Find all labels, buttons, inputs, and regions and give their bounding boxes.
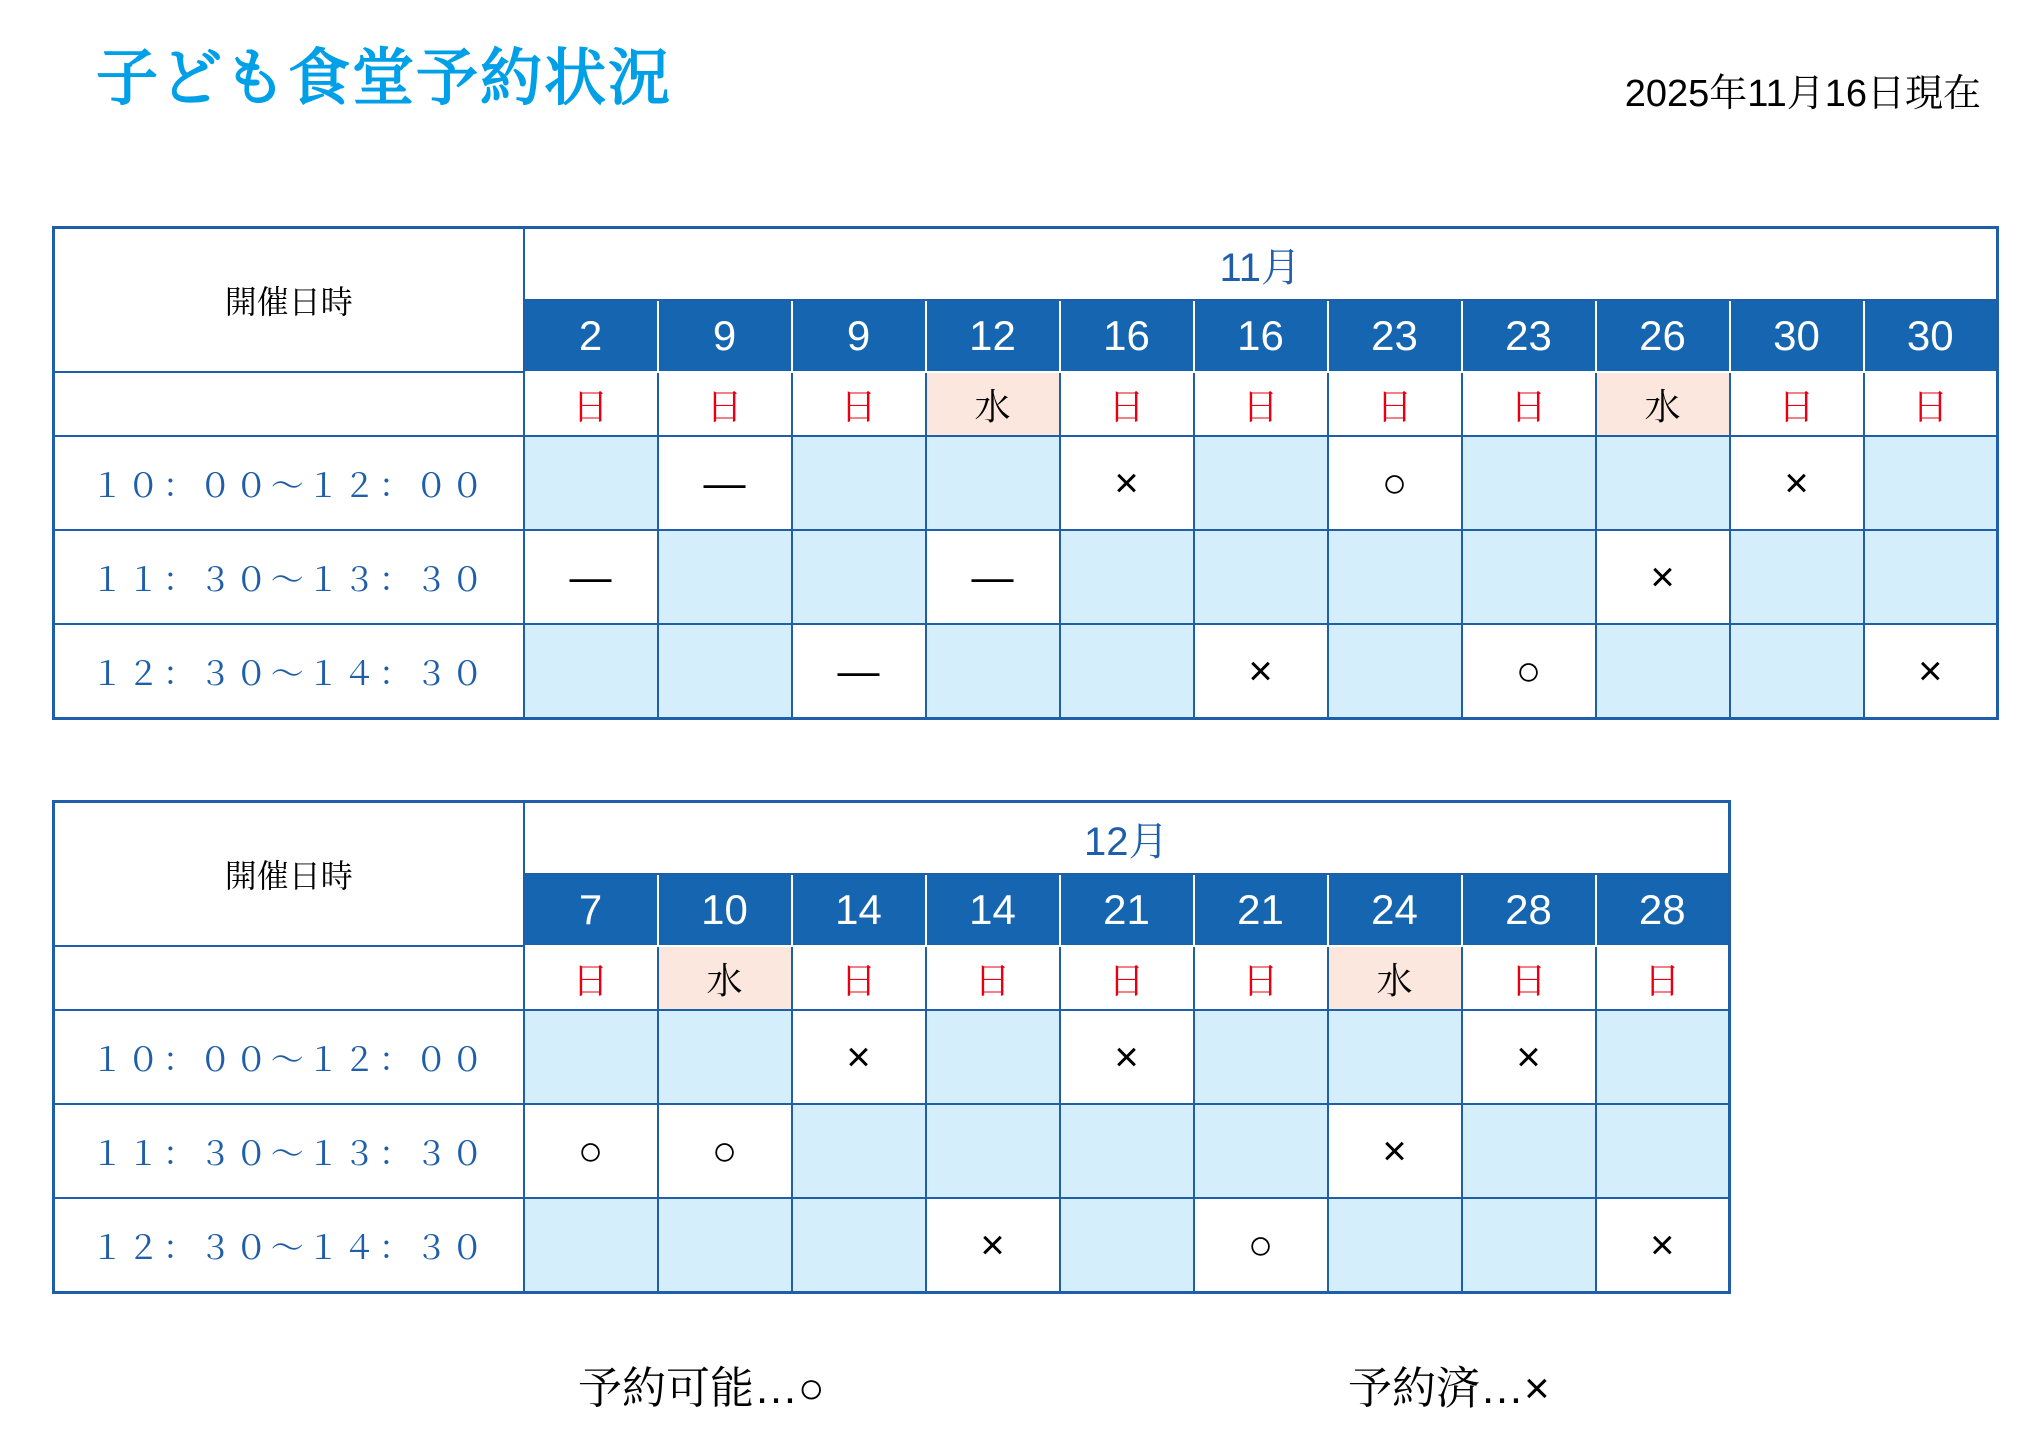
month-header: 12月 <box>524 802 1730 875</box>
availability-cell[interactable] <box>1596 1010 1730 1104</box>
row-header-label: 開催日時 <box>54 228 524 373</box>
availability-cell[interactable] <box>658 1010 792 1104</box>
table-row-weekdays <box>54 946 1730 1010</box>
day-number: 10 <box>658 874 792 946</box>
day-of-week: 日 <box>1194 946 1328 1010</box>
december-table-container <box>52 800 1731 1294</box>
availability-cell[interactable]: ○ <box>524 1104 658 1198</box>
availability-cell[interactable] <box>1462 1198 1596 1293</box>
time-slot-label: １２：３０～１４：３０ <box>54 1198 524 1293</box>
availability-cell[interactable]: — <box>792 624 926 719</box>
day-number: 23 <box>1328 300 1462 372</box>
availability-cell[interactable]: ○ <box>658 1104 792 1198</box>
availability-cell[interactable] <box>524 1010 658 1104</box>
availability-cell[interactable]: × <box>1060 1010 1194 1104</box>
table-row <box>54 624 1998 719</box>
availability-cell[interactable] <box>792 530 926 624</box>
day-of-week: 日 <box>1730 372 1864 436</box>
availability-cell[interactable]: ○ <box>1194 1198 1328 1293</box>
availability-cell[interactable] <box>1060 1198 1194 1293</box>
availability-cell[interactable]: × <box>1596 530 1730 624</box>
day-of-week: 日 <box>1596 946 1730 1010</box>
availability-cell[interactable]: × <box>1864 624 1998 719</box>
row-header-label: 開催日時 <box>54 802 524 947</box>
table-row <box>54 436 1998 530</box>
day-number: 28 <box>1596 874 1730 946</box>
availability-cell[interactable] <box>926 436 1060 530</box>
day-of-week: 水 <box>658 946 792 1010</box>
day-number: 12 <box>926 300 1060 372</box>
availability-cell[interactable]: ○ <box>1462 624 1596 719</box>
availability-cell[interactable] <box>1060 624 1194 719</box>
day-of-week: 水 <box>926 372 1060 436</box>
day-number: 21 <box>1060 874 1194 946</box>
availability-cell[interactable] <box>524 436 658 530</box>
availability-cell[interactable] <box>792 1104 926 1198</box>
row-header-spacer <box>54 946 524 1010</box>
availability-cell[interactable] <box>1328 624 1462 719</box>
availability-cell[interactable]: × <box>792 1010 926 1104</box>
availability-cell[interactable]: × <box>1060 436 1194 530</box>
availability-cell[interactable] <box>1060 1104 1194 1198</box>
availability-cell[interactable] <box>1194 530 1328 624</box>
availability-cell[interactable]: × <box>1596 1198 1730 1293</box>
day-of-week: 日 <box>792 946 926 1010</box>
day-of-week: 水 <box>1596 372 1730 436</box>
november-schedule-table <box>52 226 1999 720</box>
availability-cell[interactable]: — <box>524 530 658 624</box>
availability-cell[interactable]: × <box>1328 1104 1462 1198</box>
day-of-week: 日 <box>1462 946 1596 1010</box>
table-row-weekdays <box>54 372 1998 436</box>
day-number: 23 <box>1462 300 1596 372</box>
as-of-date: 2025年11月16日現在 <box>1624 73 1981 115</box>
availability-cell[interactable] <box>1462 436 1596 530</box>
availability-cell[interactable] <box>926 1104 1060 1198</box>
day-number: 9 <box>792 300 926 372</box>
day-of-week: 日 <box>1060 946 1194 1010</box>
availability-cell[interactable] <box>658 624 792 719</box>
day-number: 14 <box>792 874 926 946</box>
day-of-week: 日 <box>1194 372 1328 436</box>
day-of-week: 水 <box>1328 946 1462 1010</box>
availability-cell[interactable] <box>1462 530 1596 624</box>
availability-cell[interactable]: — <box>926 530 1060 624</box>
availability-cell[interactable] <box>658 530 792 624</box>
day-number: 16 <box>1060 300 1194 372</box>
availability-cell[interactable] <box>1328 530 1462 624</box>
day-number: 30 <box>1864 300 1998 372</box>
day-of-week: 日 <box>1462 372 1596 436</box>
day-of-week: 日 <box>524 372 658 436</box>
availability-cell[interactable]: × <box>1194 624 1328 719</box>
availability-cell[interactable] <box>1194 1104 1328 1198</box>
availability-cell[interactable] <box>792 1198 926 1293</box>
availability-cell[interactable]: × <box>1730 436 1864 530</box>
availability-cell[interactable] <box>524 1198 658 1293</box>
availability-cell[interactable]: × <box>1462 1010 1596 1104</box>
availability-cell[interactable] <box>1596 1104 1730 1198</box>
page-header <box>0 0 2029 150</box>
table-row <box>54 1198 1730 1293</box>
availability-cell[interactable] <box>1194 436 1328 530</box>
page-title: 子ども食堂予約状況 <box>96 44 673 113</box>
legend <box>0 1352 2029 1416</box>
day-of-week: 日 <box>524 946 658 1010</box>
time-slot-label: １１：３０～１３：３０ <box>54 1104 524 1198</box>
availability-cell[interactable] <box>792 436 926 530</box>
availability-cell[interactable] <box>926 1010 1060 1104</box>
availability-cell[interactable] <box>926 624 1060 719</box>
time-slot-label: １２：３０～１４：３０ <box>54 624 524 719</box>
row-header-spacer <box>54 372 524 436</box>
december-schedule-table <box>52 800 1731 1294</box>
day-number: 14 <box>926 874 1060 946</box>
availability-cell[interactable] <box>1328 1198 1462 1293</box>
november-table-container <box>52 226 1999 720</box>
day-number: 26 <box>1596 300 1730 372</box>
legend-booked: 予約済…× <box>1348 1364 1550 1413</box>
month-header: 11月 <box>524 228 1998 301</box>
day-number: 30 <box>1730 300 1864 372</box>
day-number: 2 <box>524 300 658 372</box>
table-row <box>54 1104 1730 1198</box>
time-slot-label: １０：００～１２：００ <box>54 1010 524 1104</box>
table-row-month <box>54 228 1998 301</box>
legend-available: 予約可能…○ <box>578 1364 825 1413</box>
availability-cell[interactable] <box>1864 436 1998 530</box>
day-number: 9 <box>658 300 792 372</box>
availability-cell[interactable] <box>1194 1010 1328 1104</box>
availability-cell[interactable] <box>1328 1010 1462 1104</box>
availability-cell[interactable] <box>1730 530 1864 624</box>
availability-cell[interactable]: — <box>658 436 792 530</box>
day-of-week: 日 <box>792 372 926 436</box>
availability-cell[interactable] <box>1060 530 1194 624</box>
table-row <box>54 1010 1730 1104</box>
availability-cell[interactable] <box>1864 530 1998 624</box>
day-of-week: 日 <box>926 946 1060 1010</box>
day-number: 7 <box>524 874 658 946</box>
availability-cell[interactable]: × <box>926 1198 1060 1293</box>
day-number: 21 <box>1194 874 1328 946</box>
time-slot-label: １０：００～１２：００ <box>54 436 524 530</box>
day-of-week: 日 <box>1864 372 1998 436</box>
table-row-month <box>54 802 1730 875</box>
availability-cell[interactable] <box>658 1198 792 1293</box>
day-of-week: 日 <box>1328 372 1462 436</box>
availability-cell[interactable] <box>1596 436 1730 530</box>
availability-cell[interactable]: ○ <box>1328 436 1462 530</box>
table-row <box>54 530 1998 624</box>
day-number: 16 <box>1194 300 1328 372</box>
availability-cell[interactable] <box>1730 624 1864 719</box>
availability-cell[interactable] <box>524 624 658 719</box>
time-slot-label: １１：３０～１３：３０ <box>54 530 524 624</box>
day-of-week: 日 <box>658 372 792 436</box>
availability-cell[interactable] <box>1462 1104 1596 1198</box>
day-number: 28 <box>1462 874 1596 946</box>
day-of-week: 日 <box>1060 372 1194 436</box>
availability-cell[interactable] <box>1596 624 1730 719</box>
day-number: 24 <box>1328 874 1462 946</box>
